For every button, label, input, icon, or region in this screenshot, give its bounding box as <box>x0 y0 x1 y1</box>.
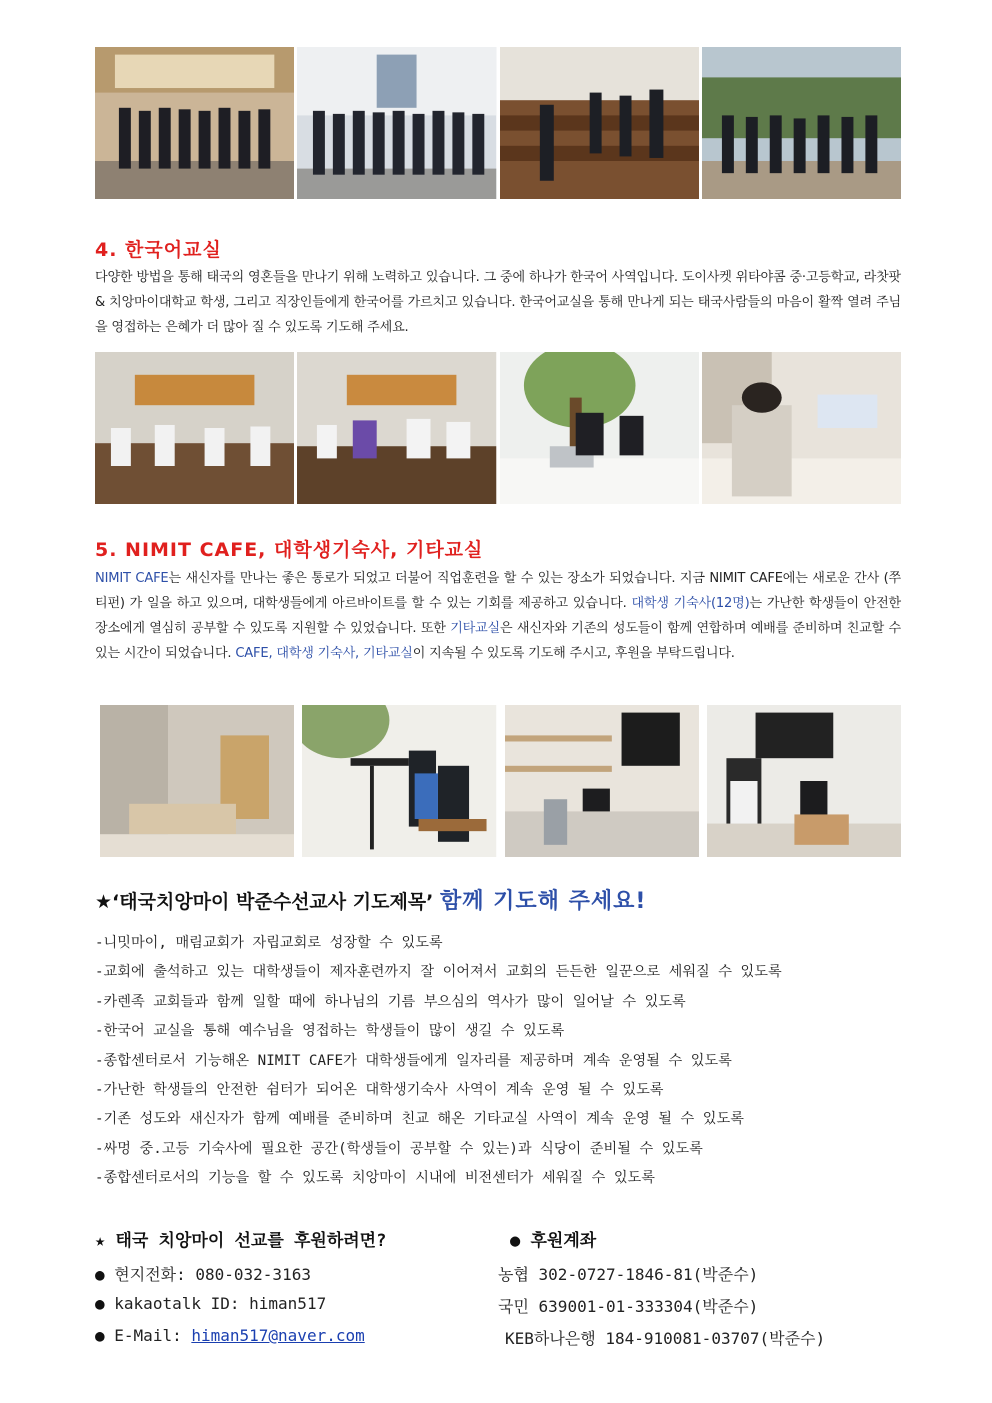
prayer-heading-title: ‘태국치앙마이 박준수선교사 기도제목’ <box>112 891 434 913</box>
contact-email: ● E-Mail: himan517@naver.com <box>95 1326 365 1345</box>
prayer-item: -한국어 교실을 통해 예수님을 영접하는 학생들이 많이 생길 수 있도록 <box>95 1023 565 1040</box>
prayer-heading <box>95 884 646 915</box>
prayer-item: -종합센터로서 기능해온 NIMIT CAFE가 대학생들에게 일자리를 제공하며 계속 운영될 수 있도록 <box>95 1052 732 1069</box>
bullet-icon: ● <box>95 1265 105 1284</box>
chapel-prayer-photo <box>500 47 699 199</box>
cafe-counter-photo <box>505 705 699 857</box>
prayer-item: -카렌족 교회들과 함께 일할 때에 하나님의 기름 부으심의 역사가 많이 일어날 수 있도록 <box>95 993 686 1010</box>
outdoor-group-photo <box>702 47 901 199</box>
prayer-list <box>95 929 782 1194</box>
bullet-icon: ● <box>95 1326 105 1345</box>
prayer-heading-call: 함께 기도해 주세요! <box>440 889 647 914</box>
guitar-class-highlight: 기타교실 <box>450 621 500 636</box>
section4-photo-row <box>95 352 901 504</box>
guitar-class-photo <box>302 705 496 857</box>
top-photo-row <box>95 47 901 199</box>
account-nonghyup: 농협 302-0727-1846-81(박준수) <box>498 1265 759 1284</box>
nimit-cafe-highlight: NIMIT CAFE <box>95 571 169 586</box>
ministries-highlight: CAFE, 대학생 기숙사, 기타교실 <box>235 646 413 661</box>
contact-phone: ● 현지전화: 080-032-3163 <box>95 1265 311 1284</box>
laptop-lesson-photo <box>702 352 901 504</box>
account-keb-hana: KEB하나은행 184-910081-03707(박준수) <box>505 1329 826 1348</box>
prayer-item: -종합센터로서의 기능을 할 수 있도록 치앙마이 시내에 비전센터가 세워질 수 있도록 <box>95 1170 655 1187</box>
church-group-photo <box>95 47 294 199</box>
prayer-item: -싸멍 중.고등 기숙사에 필요한 공간(학생들이 공부할 수 있는)과 식당이 준비될 수 있도록 <box>95 1140 703 1157</box>
classroom-desk-photo <box>297 352 496 504</box>
building-group-photo <box>297 47 496 199</box>
section5-photo-row <box>100 705 901 857</box>
dormitory-highlight: 대학생 기숙사(12명) <box>631 596 750 611</box>
account-kookmin: 국민 639001-01-333304(박준수) <box>498 1297 759 1316</box>
classroom-students-photo <box>95 352 294 504</box>
email-link[interactable]: himan517@naver.com <box>191 1326 365 1345</box>
section4-title: 4. 한국어교실 <box>95 239 222 261</box>
prayer-item: -기존 성도와 새신자가 함께 예배를 준비하며 친교 해온 기타교실 사역이 계속 운영 될 수 있도록 <box>95 1111 744 1128</box>
star-icon: ★ <box>95 891 113 913</box>
support-heading: ★ 태국 치앙마이 선교를 후원하려면? <box>95 1231 387 1251</box>
dormitory-room-photo <box>100 705 294 857</box>
contact-kakaotalk: ● kakaotalk ID: himan517 <box>95 1294 327 1313</box>
account-heading: ● 후원계좌 <box>510 1231 597 1251</box>
section5-text: NIMIT CAFE는 새신자를 만나는 좋은 통로가 되었고 더불어 직업훈련을 할 수 있는 장소가 되었습니다. 지금 NIMIT CAFE에는 새로운 간사 (쭈티펀) 가 일을 하고 있으며, 대학생들에게 아르바이트를 할 수 있는 기회를 제공하고 있습니다. 대학생 기숙사(12명)는 가난한 학생들이 안전한 장소에게 열심히 공부할 수 있도록 지원할 수 있었습니다. 또한 기타교실은 새신자와 기존의 성도들이 함께 연합하며 예배를 준비하며 친교할 수 있는 시간이 되었습니다. CAFE, 대학생 기숙사, 기타교실이 지속될 수 있도록 기도해 주시고, 후원을 부탁드립니다. <box>95 571 902 661</box>
section5-title: 5. NIMIT CAFE, 대학생기숙사, 기타교실 <box>95 539 484 561</box>
prayer-item: -교회에 출석하고 있는 대학생들이 제자훈련까지 잘 이어져서 교회의 든든한 일꾼으로 세워질 수 있도록 <box>95 964 782 981</box>
bullet-icon: ● <box>95 1294 105 1313</box>
prayer-item: -니밋마이, 매림교회가 자립교회로 성장할 수 있도록 <box>95 935 443 951</box>
cafe-lesson-photo <box>500 352 699 504</box>
prayer-item: -가난한 학생들의 안전한 쉼터가 되어온 대학생기숙사 사역이 계속 운영 될 수 있도록 <box>95 1081 664 1098</box>
cafe-barista-photo <box>707 705 901 857</box>
section4-text: 다양한 방법을 통해 태국의 영혼들을 만나기 위해 노력하고 있습니다. 그 중에 하나가 한국어 사역입니다. 도이사켓 위타야콤 중·고등학교, 라찻팟 & 치앙마이대학교 학생, 그리고 직장인들에게 한국어를 가르치고 있습니다. 한국어교실을 통해 만나게 되는 태국사람들의 마음이 활짝 열려 주님을 영접하는 은혜가 더 많아 질 수 있도록 기도해 주세요. <box>95 270 901 335</box>
